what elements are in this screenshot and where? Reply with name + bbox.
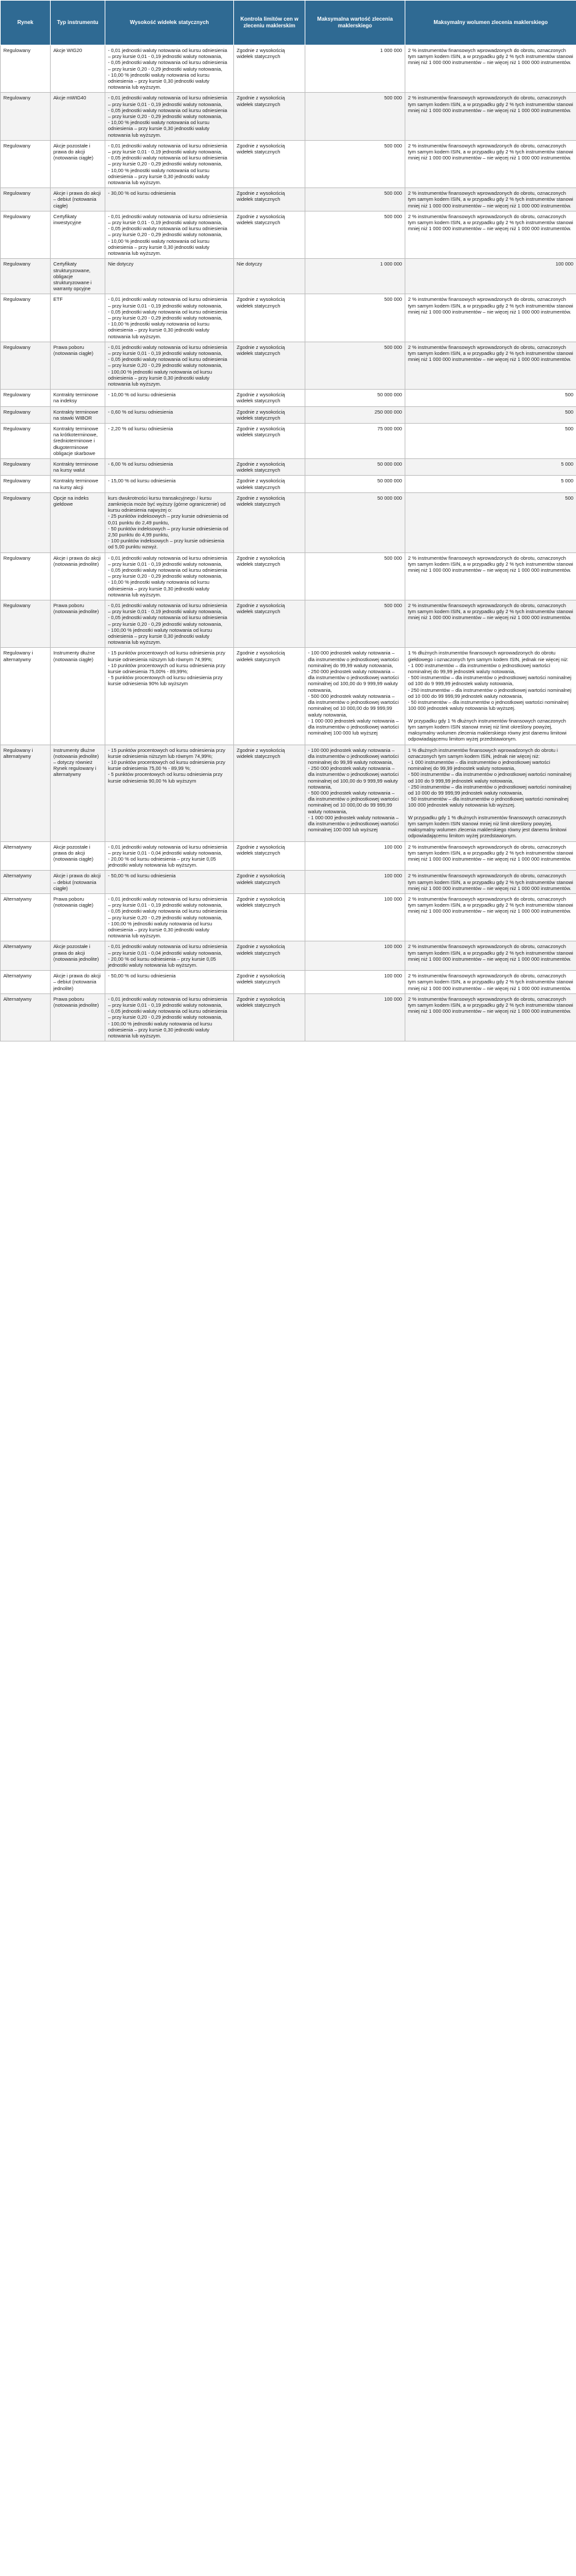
cell-max-order-volume: 2 % instrumentów finansowych wprowadzonych do obrotu, oznaczonych tym samym kodem ISIN, a w przypadku gdy 2 % tych instrumentów stanowi mniej niż 1 000 000 instrumentów – nie więcej niż 1 000 000 instrumentów.	[405, 140, 576, 187]
cell-max-order-volume: 2 % instrumentów finansowych wprowadzonych do obrotu, oznaczonych tym samym kodem ISIN, a w przypadku gdy 2 % tych instrumentów stanowi mniej niż 1 000 000 instrumentów – nie więcej niż 1 000 000 instrumentów.	[405, 971, 576, 994]
cell-price-limit-control: Zgodnie z wysokością widełek statycznych	[234, 841, 305, 871]
cell-market: Regulowany	[1, 390, 51, 406]
cell-max-order-volume: 1 % dłużnych instrumentów finansowych wprowadzonych do obrotu giełdowego i oznaczonych tym samym kodem ISIN, jednak nie więcej niż: - 1 000 instrumentów – dla instrumentów o jednostkowej wartości nominalnej do 99,99 jednostek waluty notowania, - 500 instrumentów – dla instrumentów o jednostkowej wartości nominalnej od 100 do 9 999,99 jednostek waluty notowania, - 250 instrumentów – dla instrumentów o jednostkowej wartości nominalnej od 10 000 do 99 999,99 jednostek waluty notowania, - 50 instrumentów – dla instrumentów o jednostkowej wartości nominalnej 100 000 jednostek waluty notowania lub wyższej. W przypadku gdy 1 % dłużnych instrumentów finansowych oznaczonych tym samym kodem ISIN stanowi mniej niż limit określony powyżej, maksymalny wolumen zlecenia maklerskiego równy jest danemu limitowi odpowiadającemu limitom wyżej przedstawionym.	[405, 648, 576, 745]
table-row	[1, 492, 576, 552]
table-row	[1, 259, 576, 294]
cell-price-limit-control: Zgodnie z wysokością widełek statycznych	[234, 188, 305, 211]
cell-max-order-value: 500 000	[305, 600, 405, 648]
table-row	[1, 93, 576, 140]
cell-static-bands: - 0,01 jednostki waluty notowania od kursu odniesienia – przy kursie 0,01 - 0,04 jednostki waluty notowania, - 20,00 % od kursu odniesienia – przy kursie 0,05 jednostki waluty notowania lub wyższym.	[105, 841, 234, 871]
table-row	[1, 841, 576, 871]
cell-market: Regulowany	[1, 552, 51, 600]
cell-max-order-value: 100 000	[305, 971, 405, 994]
header-max-order-volume: Maksymalny wolumen zlecenia maklerskiego	[405, 1, 576, 45]
cell-static-bands: - 0,01 jednostki waluty notowania od kursu odniesienia – przy kursie 0,01 - 0,19 jednostki waluty notowania, - 0,05 jednostki waluty notowania od kursu odniesienia – przy kursie 0,20 - 0,29 jednostki waluty notowania, - 100,00 % jednostki waluty notowania od kursu odniesienia – przy kursie 0,30 jednostki waluty notowania lub wyższym.	[105, 993, 234, 1041]
table-row	[1, 552, 576, 600]
table-row	[1, 871, 576, 894]
cell-instrument-type: Akcje i prawa do akcji – debiut (notowania ciągłe)	[51, 871, 105, 894]
cell-max-order-value: - 100 000 jednostek waluty notowania – dla instrumentów o jednostkowej wartości nominalnej do 99,99 waluty notowania, - 250 000 jednostek waluty notowania – dla instrumentów o jednostkowej wartości nominalnej od 100,00 do 9 999,99 waluty notowania, - 500 000 jednostek waluty notowania – dla instrumentów o jednostkowej wartości nominalnej od 10 000,00 do 99 999,99 waluty notowania, - 1 000 000 jednostek waluty notowania – dla instrumentów o jednostkowej wartości nominalnej 100 000 lub wyższej	[305, 648, 405, 745]
cell-price-limit-control: Zgodnie z wysokością widełek statycznych	[234, 648, 305, 745]
cell-max-order-value: 500 000	[305, 140, 405, 187]
cell-max-order-value: 100 000	[305, 871, 405, 894]
header-instrument-type: Typ instrumentu	[51, 1, 105, 45]
cell-market: Alternatywny	[1, 871, 51, 894]
table-header	[1, 1, 576, 45]
table-row	[1, 993, 576, 1041]
cell-market: Regulowany	[1, 476, 51, 492]
cell-market: Alternatywny	[1, 971, 51, 994]
cell-market: Regulowany	[1, 406, 51, 423]
table-row	[1, 406, 576, 423]
table-row	[1, 941, 576, 971]
cell-instrument-type: Kontrakty terminowe na stawki WIBOR	[51, 406, 105, 423]
cell-instrument-type: Kontrakty terminowe na kursy walut	[51, 458, 105, 475]
table-row	[1, 458, 576, 475]
cell-static-bands: - 0,01 jednostki waluty notowania od kursu odniesienia – przy kursie 0,01 - 0,04 jednostki waluty notowania, - 20,00 % od kursu odniesienia – przy kursie 0,05 jednostki waluty notowania lub wyższym.	[105, 941, 234, 971]
cell-price-limit-control: Zgodnie z wysokością widełek statycznych	[234, 941, 305, 971]
cell-static-bands: - 0,01 jednostki waluty notowania od kursu odniesienia – przy kursie 0,01 - 0,19 jednostki waluty notowania, - 0,05 jednostki waluty notowania od kursu odniesienia – przy kursie 0,20 - 0,29 jednostki waluty notowania, - 10,00 % jednostki waluty notowania od kursu odniesienia – przy kursie 0,30 jednostki waluty notowania lub wyższym.	[105, 211, 234, 258]
cell-market: Regulowany	[1, 458, 51, 475]
cell-static-bands: - 10,00 % od kursu odniesienia	[105, 390, 234, 406]
table-row	[1, 648, 576, 745]
table-row	[1, 45, 576, 93]
header-market: Rynek	[1, 1, 51, 45]
cell-max-order-volume: 2 % instrumentów finansowych wprowadzonych do obrotu, oznaczonych tym samym kodem ISIN, a w przypadku gdy 2 % tych instrumentów stanowi mniej niż 1 000 000 instrumentów – nie więcej niż 1 000 000 instrumentów.	[405, 893, 576, 941]
cell-max-order-value: 50 000 000	[305, 390, 405, 406]
cell-max-order-value: 500 000	[305, 188, 405, 211]
cell-price-limit-control: Zgodnie z wysokością widełek statycznych	[234, 552, 305, 600]
cell-max-order-volume: 2 % instrumentów finansowych wprowadzonych do obrotu, oznaczonych tym samym kodem ISIN, a w przypadku gdy 2 % tych instrumentów stanowi mniej niż 1 000 000 instrumentów – nie więcej niż 1 000 000 instrumentów.	[405, 294, 576, 342]
cell-max-order-volume: 5 000	[405, 476, 576, 492]
cell-market: Regulowany	[1, 140, 51, 187]
cell-price-limit-control: Zgodnie z wysokością widełek statycznych	[234, 423, 305, 458]
cell-market: Regulowany	[1, 342, 51, 389]
cell-instrument-type: Certyfikaty inwestycyjne	[51, 211, 105, 258]
cell-max-order-value: 100 000	[305, 841, 405, 871]
order-limits-table	[0, 0, 576, 1041]
cell-market: Regulowany	[1, 492, 51, 552]
cell-max-order-value: 1 000 000	[305, 45, 405, 93]
header-static-bands: Wysokość widełek statycznych	[105, 1, 234, 45]
cell-instrument-type: Instrumenty dłużne (notowania ciągłe)	[51, 648, 105, 745]
cell-market: Regulowany	[1, 423, 51, 458]
cell-instrument-type: Prawa poboru (notowania jednolite)	[51, 600, 105, 648]
cell-static-bands: - 15 punktów procentowych od kursu odniesienia przy kursie odniesienia niższym lub równym 74,99%; - 10 punktów procentowych od kursu odniesienia przy kursie odniesienia 75,00 % - 89,99 %; - 5 punktów procentowych od kursu odniesienia przy kursie odniesienia 90,00 % lub wyższym	[105, 745, 234, 841]
table-body	[1, 45, 576, 1041]
cell-static-bands: - 15,00 % od kursu odniesienia	[105, 476, 234, 492]
cell-instrument-type: Prawa poboru (notowania ciągłe)	[51, 893, 105, 941]
cell-price-limit-control: Zgodnie z wysokością widełek statycznych	[234, 871, 305, 894]
cell-market: Regulowany i alternatywny	[1, 648, 51, 745]
cell-market: Alternatywny	[1, 941, 51, 971]
cell-instrument-type: Akcje pozostałe i prawa do akcji (notowania jednolite)	[51, 941, 105, 971]
cell-price-limit-control: Zgodnie z wysokością widełek statycznych	[234, 390, 305, 406]
cell-price-limit-control: Zgodnie z wysokością widełek statycznych	[234, 458, 305, 475]
cell-max-order-volume: 2 % instrumentów finansowych wprowadzonych do obrotu, oznaczonych tym samym kodem ISIN, a w przypadku gdy 2 % tych instrumentów stanowi mniej niż 1 000 000 instrumentów – nie więcej niż 1 000 000 instrumentów.	[405, 841, 576, 871]
cell-max-order-volume: 2 % instrumentów finansowych wprowadzonych do obrotu, oznaczonych tym samym kodem ISIN, a w przypadku gdy 2 % tych instrumentów stanowi mniej niż 1 000 000 instrumentów – nie więcej niż 1 000 000 instrumentów.	[405, 552, 576, 600]
cell-instrument-type: Akcje pozostałe i prawa do akcji (notowania ciągłe)	[51, 841, 105, 871]
cell-static-bands: - 0,01 jednostki waluty notowania od kursu odniesienia – przy kursie 0,01 - 0,19 jednostki waluty notowania, - 0,05 jednostki waluty notowania od kursu odniesienia – przy kursie 0,20 - 0,29 jednostki waluty notowania, - 10,00 % jednostki waluty notowania od kursu odniesienia – przy kursie 0,30 jednostki waluty notowania lub wyższym.	[105, 93, 234, 140]
cell-price-limit-control: Zgodnie z wysokością widełek statycznych	[234, 893, 305, 941]
cell-price-limit-control: Zgodnie z wysokością widełek statycznych	[234, 492, 305, 552]
table-row	[1, 390, 576, 406]
cell-price-limit-control: Zgodnie z wysokością widełek statycznych	[234, 993, 305, 1041]
cell-max-order-value: 100 000	[305, 893, 405, 941]
cell-max-order-value: 75 000 000	[305, 423, 405, 458]
cell-price-limit-control: Zgodnie z wysokością widełek statycznych	[234, 476, 305, 492]
cell-instrument-type: Akcje WIG20	[51, 45, 105, 93]
cell-market: Alternatywny	[1, 893, 51, 941]
cell-instrument-type: Prawa poboru (notowania ciągłe)	[51, 342, 105, 389]
cell-max-order-value: 500 000	[305, 552, 405, 600]
cell-static-bands: - 0,01 jednostki waluty notowania od kursu odniesienia – przy kursie 0,01 - 0,19 jednostki waluty notowania, - 0,05 jednostki waluty notowania od kursu odniesienia – przy kursie 0,20 - 0,29 jednostki waluty notowania, - 100,00 % jednostki waluty notowania od kursu odniesienia – przy kursie 0,30 jednostki waluty notowania lub wyższym.	[105, 893, 234, 941]
cell-price-limit-control: Zgodnie z wysokością widełek statycznych	[234, 600, 305, 648]
cell-max-order-volume: 2 % instrumentów finansowych wprowadzonych do obrotu, oznaczonych tym samym kodem ISIN, a w przypadku gdy 2 % tych instrumentów stanowi mniej niż 1 000 000 instrumentów – nie więcej niż 1 000 000 instrumentów.	[405, 211, 576, 258]
cell-instrument-type: Kontrakty terminowe na indeksy	[51, 390, 105, 406]
cell-instrument-type: Kontrakty terminowe na krótkoterminowe, średnioterminowe i długoterminowe obligacje skarbowe	[51, 423, 105, 458]
cell-max-order-value: 500 000	[305, 342, 405, 389]
cell-static-bands: Nie dotyczy	[105, 259, 234, 294]
cell-max-order-volume: 2 % instrumentów finansowych wprowadzonych do obrotu, oznaczonych tym samym kodem ISIN, a w przypadku gdy 2 % tych instrumentów stanowi mniej niż 1 000 000 instrumentów – nie więcej niż 1 000 000 instrumentów.	[405, 941, 576, 971]
cell-max-order-value: 50 000 000	[305, 458, 405, 475]
cell-instrument-type: Akcje mWIG40	[51, 93, 105, 140]
cell-market: Regulowany	[1, 259, 51, 294]
cell-max-order-volume: 1 % dłużnych instrumentów finansowych wprowadzonych do obrotu i oznaczonych tym samym kodem ISIN, jednak nie więcej niż: - 1 000 instrumentów – dla instrumentów o jednostkowej wartości nominalnej do 99,99 jednostek waluty notowania, - 500 instrumentów – dla instrumentów o jednostkowej wartości nominalnej od 100 do 9 999,99 jednostek waluty notowania, - 250 instrumentów – dla instrumentów o jednostkowej wartości nominalnej od 10 000 do 99 999,99 jednostek waluty notowania, - 50 instrumentów – dla instrumentów o jednostkowej wartości nominalnej 100 000 jednostek waluty notowania lub wyższej. W przypadku gdy 1 % dłużnych instrumentów finansowych oznaczonych tym samym kodem ISIN stanowi mniej niż limit określony powyżej, maksymalny wolumen zlecenia maklerskiego równy jest danemu limitowi odpowiadającemu limitom wyżej przedstawionym.	[405, 745, 576, 841]
cell-static-bands: - 0,01 jednostki waluty notowania od kursu odniesienia – przy kursie 0,01 - 0,19 jednostki waluty notowania, - 0,05 jednostki waluty notowania od kursu odniesienia – przy kursie 0,20 - 0,29 jednostki waluty notowania, - 10,00 % jednostki waluty notowania od kursu odniesienia – przy kursie 0,30 jednostki waluty notowania lub wyższym.	[105, 45, 234, 93]
cell-max-order-volume: 2 % instrumentów finansowych wprowadzonych do obrotu, oznaczonych tym samym kodem ISIN, a w przypadku gdy 2 % tych instrumentów stanowi mniej niż 1 000 000 instrumentów – nie więcej niż 1 000 000 instrumentów.	[405, 993, 576, 1041]
table-row	[1, 211, 576, 258]
table-row	[1, 423, 576, 458]
cell-static-bands: - 30,00 % od kursu odniesienia	[105, 188, 234, 211]
cell-static-bands: - 15 punktów procentowych od kursu odniesienia przy kursie odniesienia niższym lub równym 74,99%; - 10 punktów procentowych od kursu odniesienia przy kursie odniesienia 75,00% - 89,99%; - 5 punktów procentowych od kursu odniesienia przy kursie odniesienia 90% lub wyższym	[105, 648, 234, 745]
cell-static-bands: - 50,00 % od kursu odniesienia	[105, 971, 234, 994]
cell-static-bands: - 50,00 % od kursu odniesienia	[105, 871, 234, 894]
cell-static-bands: - 0,60 % od kursu odniesienia	[105, 406, 234, 423]
cell-price-limit-control: Zgodnie z wysokością widełek statycznych	[234, 971, 305, 994]
cell-price-limit-control: Zgodnie z wysokością widełek statycznych	[234, 211, 305, 258]
cell-instrument-type: Akcje pozostałe i prawa do akcji (notowania ciągłe)	[51, 140, 105, 187]
cell-price-limit-control: Zgodnie z wysokością widełek statycznych	[234, 140, 305, 187]
cell-static-bands: - 6,00 % od kursu odniesienia	[105, 458, 234, 475]
cell-instrument-type: Instrumenty dłużne (notowania jednolite) – dotyczy również Rynek regulowany i alternatywny	[51, 745, 105, 841]
cell-max-order-value: 250 000 000	[305, 406, 405, 423]
cell-max-order-value: 50 000 000	[305, 476, 405, 492]
cell-max-order-value: 500 000	[305, 93, 405, 140]
cell-max-order-volume: 2 % instrumentów finansowych wprowadzonych do obrotu, oznaczonych tym samym kodem ISIN, a w przypadku gdy 2 % tych instrumentów stanowi mniej niż 1 000 000 instrumentów – nie więcej niż 1 000 000 instrumentów.	[405, 93, 576, 140]
cell-instrument-type: Akcje i prawa do akcji – debiut (notowania jednolite)	[51, 971, 105, 994]
cell-max-order-volume: 500	[405, 492, 576, 552]
cell-max-order-volume: 2 % instrumentów finansowych wprowadzonych do obrotu, oznaczonych tym samym kodem ISIN, a w przypadku gdy 2 % tych instrumentów stanowi mniej niż 1 000 000 instrumentów – nie więcej niż 1 000 000 instrumentów.	[405, 188, 576, 211]
cell-instrument-type: Akcje i prawa do akcji – debiut (notowania ciągłe)	[51, 188, 105, 211]
cell-market: Regulowany	[1, 600, 51, 648]
cell-instrument-type: Prawa poboru (notowania jednolite)	[51, 993, 105, 1041]
cell-max-order-volume: 500	[405, 406, 576, 423]
table-row	[1, 600, 576, 648]
cell-instrument-type: Kontrakty terminowe na kursy akcji	[51, 476, 105, 492]
cell-instrument-type: Certyfikaty strukturyzowane, obligacje strukturyzowane i warranty opcyjne	[51, 259, 105, 294]
cell-static-bands: - 0,01 jednostki waluty notowania od kursu odniesienia – przy kursie 0,01 - 0,19 jednostki waluty notowania, - 0,05 jednostki waluty notowania od kursu odniesienia – przy kursie 0,20 - 0,29 jednostki waluty notowania, - 10,00 % jednostki waluty notowania od kursu odniesienia – przy kursie 0,30 jednostki waluty notowania lub wyższym.	[105, 294, 234, 342]
table-row	[1, 971, 576, 994]
table-row	[1, 140, 576, 187]
cell-market: Regulowany	[1, 294, 51, 342]
cell-max-order-value: - 100 000 jednostek waluty notowania – dla instrumentów o jednostkowej wartości nominalnej do 99,99 waluty notowania, - 250 000 jednostek waluty notowania – dla instrumentów o jednostkowej wartości nominalnej od 100,00 do 9 999,99 waluty notowania, - 500 000 jednostek waluty notowania – dla instrumentów o jednostkowej wartości nominalnej od 10 000,00 do 99 999,99 waluty notowania, - 1 000 000 jednostek waluty notowania – dla instrumentów o jednostkowej wartości nominalnej 100 000 lub wyższej	[305, 745, 405, 841]
cell-market: Alternatywny	[1, 993, 51, 1041]
cell-max-order-volume: 100 000	[405, 259, 576, 294]
cell-max-order-value: 500 000	[305, 294, 405, 342]
header-max-order-value: Maksymalna wartość zlecenia maklerskiego	[305, 1, 405, 45]
cell-market: Regulowany	[1, 93, 51, 140]
cell-instrument-type: Opcje na indeks giełdowe	[51, 492, 105, 552]
cell-static-bands: - 2,20 % od kursu odniesienia	[105, 423, 234, 458]
cell-market: Alternatywny	[1, 841, 51, 871]
table-row	[1, 476, 576, 492]
cell-max-order-volume: 2 % instrumentów finansowych wprowadzonych do obrotu, oznaczonych tym samym kodem ISIN, a w przypadku gdy 2 % tych instrumentów stanowi mniej niż 1 000 000 instrumentów – nie więcej niż 1 000 000 instrumentów.	[405, 342, 576, 389]
table-row	[1, 342, 576, 389]
table-row	[1, 745, 576, 841]
cell-static-bands: kurs dwukrotności kursu transakcyjnego / kursu zamknięcia może być wyższy (górne ograniczenie) od kursu odniesienia najwyżej o: - 25 punktów indeksowych – przy kursie odniesienia od 0,01 punktu do 2,49 punktu, - 50 punktów indeksowych – przy kursie odniesienia od 2,50 punktu do 4,99 punktu, - 100 punktów indeksowych – przy kursie odniesienia od 5,00 punktu wzwyż.	[105, 492, 234, 552]
header-row	[1, 1, 576, 45]
cell-max-order-volume: 2 % instrumentów finansowych wprowadzonych do obrotu, oznaczonych tym samym kodem ISIN, a w przypadku gdy 2 % tych instrumentów stanowi mniej niż 1 000 000 instrumentów – nie więcej niż 1 000 000 instrumentów.	[405, 871, 576, 894]
cell-price-limit-control: Zgodnie z wysokością widełek statycznych	[234, 294, 305, 342]
cell-max-order-value: 50 000 000	[305, 492, 405, 552]
cell-price-limit-control: Nie dotyczy	[234, 259, 305, 294]
table-row	[1, 893, 576, 941]
cell-max-order-volume: 500	[405, 390, 576, 406]
cell-market: Regulowany i alternatywny	[1, 745, 51, 841]
table-row	[1, 294, 576, 342]
cell-price-limit-control: Zgodnie z wysokością widełek statycznych	[234, 342, 305, 389]
cell-price-limit-control: Zgodnie z wysokością widełek statycznych	[234, 45, 305, 93]
cell-static-bands: - 0,01 jednostki waluty notowania od kursu odniesienia – przy kursie 0,01 - 0,19 jednostki waluty notowania, - 0,05 jednostki waluty notowania od kursu odniesienia – przy kursie 0,20 - 0,29 jednostki waluty notowania, - 10,00 % jednostki waluty notowania od kursu odniesienia – przy kursie 0,30 jednostki waluty notowania lub wyższym.	[105, 140, 234, 187]
cell-price-limit-control: Zgodnie z wysokością widełek statycznych	[234, 406, 305, 423]
cell-market: Regulowany	[1, 211, 51, 258]
cell-max-order-value: 100 000	[305, 941, 405, 971]
table-row	[1, 188, 576, 211]
cell-price-limit-control: Zgodnie z wysokością widełek statycznych	[234, 745, 305, 841]
header-price-limit-control: Kontrola limitów cen w zleceniu maklerskim	[234, 1, 305, 45]
cell-max-order-volume: 2 % instrumentów finansowych wprowadzonych do obrotu, oznaczonych tym samym kodem ISIN, a w przypadku gdy 2 % tych instrumentów stanowi mniej niż 1 000 000 instrumentów – nie więcej niż 1 000 000 instrumentów.	[405, 45, 576, 93]
cell-max-order-volume: 500	[405, 423, 576, 458]
cell-market: Regulowany	[1, 188, 51, 211]
cell-max-order-value: 100 000	[305, 993, 405, 1041]
cell-max-order-value: 500 000	[305, 211, 405, 258]
cell-static-bands: - 0,01 jednostki waluty notowania od kursu odniesienia – przy kursie 0,01 - 0,19 jednostki waluty notowania, - 0,05 jednostki waluty notowania od kursu odniesienia – przy kursie 0,20 - 0,29 jednostki waluty notowania, - 100,00 % jednostki waluty notowania od kursu odniesienia – przy kursie 0,30 jednostki waluty notowania lub wyższym.	[105, 600, 234, 648]
cell-price-limit-control: Zgodnie z wysokością widełek statycznych	[234, 93, 305, 140]
cell-instrument-type: Akcje i prawa do akcji (notowania jednolite)	[51, 552, 105, 600]
cell-market: Regulowany	[1, 45, 51, 93]
cell-static-bands: - 0,01 jednostki waluty notowania od kursu odniesienia – przy kursie 0,01 - 0,19 jednostki waluty notowania, - 0,05 jednostki waluty notowania od kursu odniesienia – przy kursie 0,20 - 0,29 jednostki waluty notowania, - 10,00 % jednostki waluty notowania od kursu odniesienia – przy kursie 0,30 jednostki waluty notowania lub wyższym.	[105, 552, 234, 600]
cell-max-order-value: 1 000 000	[305, 259, 405, 294]
cell-max-order-volume: 5 000	[405, 458, 576, 475]
cell-max-order-volume: 2 % instrumentów finansowych wprowadzonych do obrotu, oznaczonych tym samym kodem ISIN, a w przypadku gdy 2 % tych instrumentów stanowi mniej niż 1 000 000 instrumentów – nie więcej niż 1 000 000 instrumentów.	[405, 600, 576, 648]
cell-instrument-type: ETF	[51, 294, 105, 342]
cell-static-bands: - 0,01 jednostki waluty notowania od kursu odniesienia – przy kursie 0,01 - 0,19 jednostki waluty notowania, - 0,05 jednostki waluty notowania od kursu odniesienia – przy kursie 0,20 - 0,29 jednostki waluty notowania, - 100,00 % jednostki waluty notowania od kursu odniesienia – przy kursie 0,30 jednostki waluty notowania lub wyższym.	[105, 342, 234, 389]
